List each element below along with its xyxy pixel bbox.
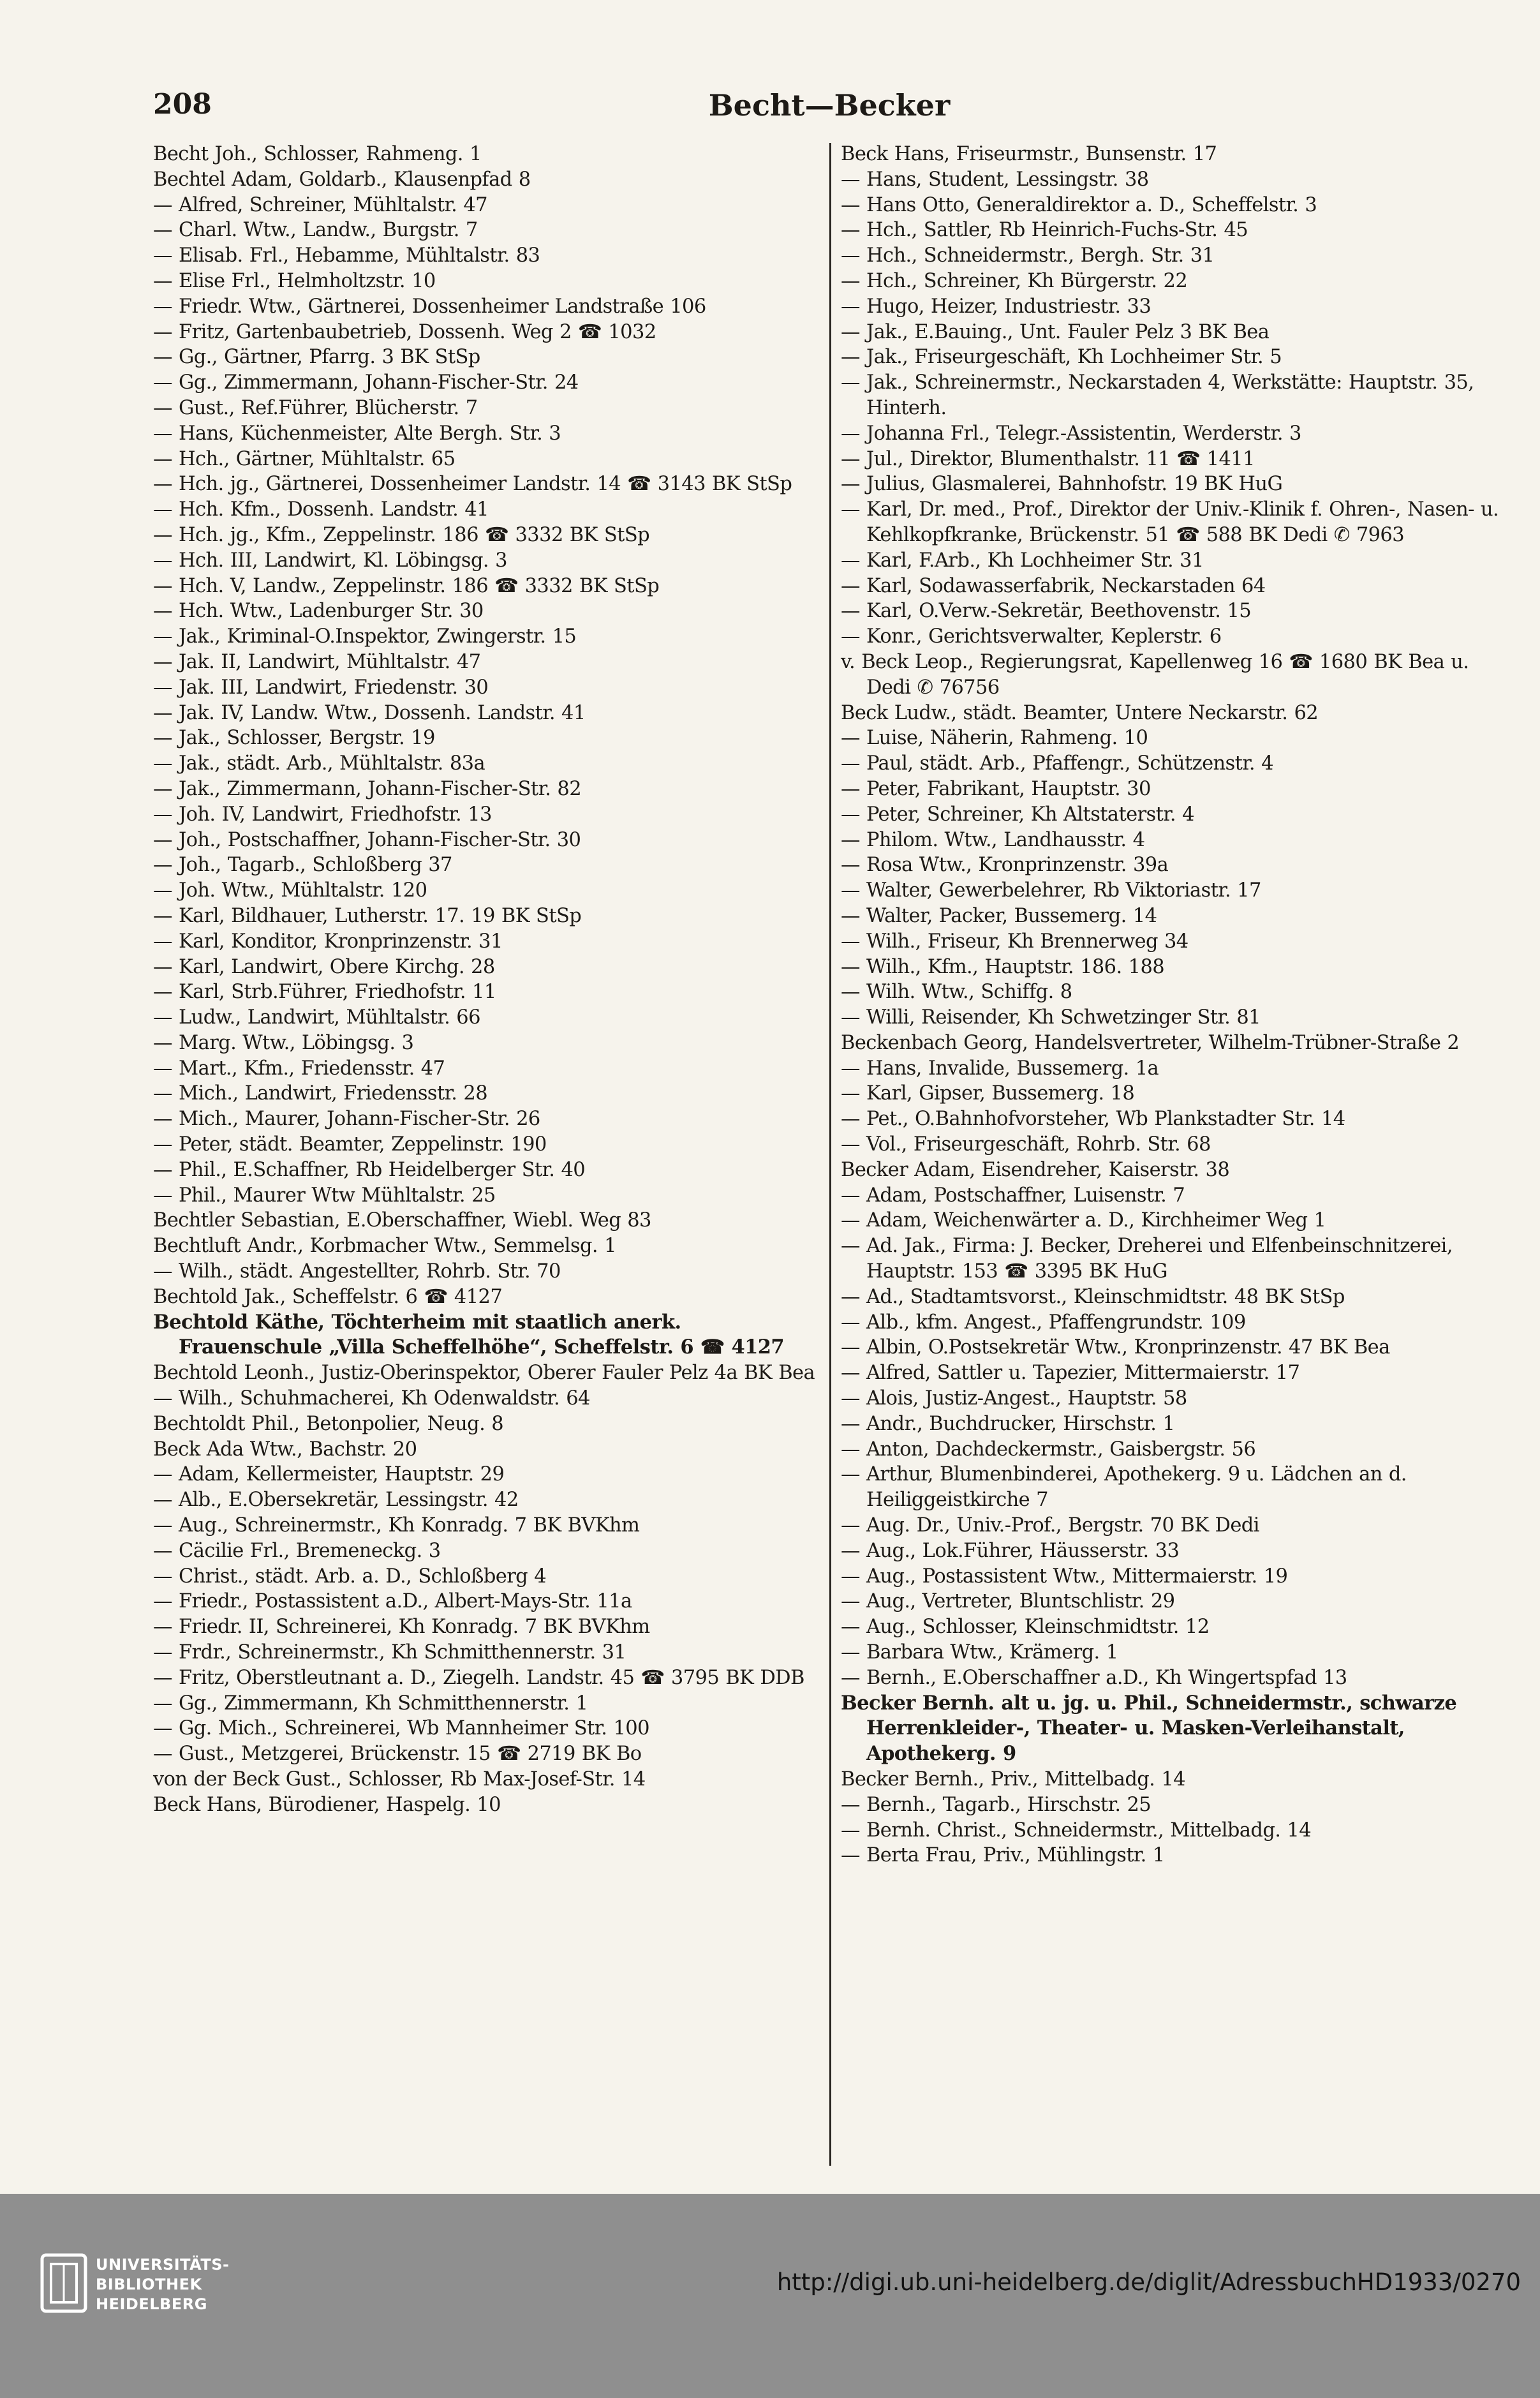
directory-entry: — Adam, Kellermeister, Hauptstr. 29 [153, 1463, 505, 1486]
directory-entry: — Joh. IV, Landwirt, Friedhofstr. 13 [153, 803, 492, 826]
directory-entry: — Friedr. II, Schreinerei, Kh Konradg. 7 BK BVKhm [153, 1616, 650, 1639]
directory-entry: — Wilh., städt. Angestellter, Rohrb. Str. 70 [153, 1260, 561, 1283]
directory-entry: — Hch., Schreiner, Kh Bürgerstr. 22 [841, 269, 1188, 292]
directory-entry: — Bernh., Tagarb., Hirschstr. 25 [841, 1793, 1151, 1816]
directory-entry: — Mich., Landwirt, Friedensstr. 28 [153, 1082, 488, 1105]
directory-entry: — Phil., E.Schaffner, Rb Heidelberger Str. 40 [153, 1158, 586, 1181]
directory-entry: — Arthur, Blumenbinderei, Apothekerg. 9 u. Lädchen an d. Heiliggeistkirche 7 [841, 1463, 1407, 1512]
directory-entry: — Bernh., E.Oberschaffner a.D., Kh Wingertspfad 13 [841, 1666, 1347, 1689]
directory-entry: — Hans, Küchenmeister, Alte Bergh. Str. 3 [153, 422, 561, 445]
directory-entry: — Jak. III, Landwirt, Friedenstr. 30 [153, 676, 489, 699]
directory-entry: — Walter, Packer, Bussemerg. 14 [841, 904, 1157, 927]
right-column [841, 142, 1517, 1868]
directory-entry: Beck Hans, Bürodiener, Haspelg. 10 [153, 1793, 501, 1816]
directory-entry: — Fritz, Gartenbaubetrieb, Dossenh. Weg 2 ☎ 1032 [153, 320, 656, 343]
directory-entry: — Paul, städt. Arb., Pfaffengr., Schützenstr. 4 [841, 752, 1273, 775]
directory-entry: — Aug. Dr., Univ.-Prof., Bergstr. 70 BK Dedi [841, 1514, 1259, 1537]
column-divider [829, 143, 831, 2166]
directory-entry: — Hch. Kfm., Dossenh. Landstr. 41 [153, 498, 489, 521]
directory-entry: — Alfred, Sattler u. Tapezier, Mittermaierstr. 17 [841, 1362, 1300, 1385]
directory-entry: — Gg., Zimmermann, Johann-Fischer-Str. 24 [153, 371, 579, 394]
directory-entry: — Konr., Gerichtsverwalter, Keplerstr. 6 [841, 625, 1222, 648]
directory-entry: — Gg., Zimmermann, Kh Schmitthennerstr. 1 [153, 1692, 588, 1715]
directory-entry: von der Beck Gust., Schlosser, Rb Max-Josef-Str. 14 [153, 1768, 646, 1791]
directory-entry: — Philom. Wtw., Landhausstr. 4 [841, 828, 1145, 851]
directory-entry: — Julius, Glasmalerei, Bahnhofstr. 19 BK HuG [841, 473, 1283, 496]
directory-entry: — Aug., Lok.Führer, Häusserstr. 33 [841, 1539, 1180, 1562]
logo-line: BIBLIOTHEK [96, 2275, 202, 2293]
directory-entry: — Friedr., Postassistent a.D., Albert-Mays-Str. 11a [153, 1590, 632, 1613]
directory-entry: — Jak., Schlosser, Bergstr. 19 [153, 727, 435, 750]
directory-entry: — Elisab. Frl., Hebamme, Mühltalstr. 83 [153, 244, 540, 267]
directory-entry: — Mart., Kfm., Friedensstr. 47 [153, 1057, 445, 1080]
directory-entry: — Jak., Kriminal-O.Inspektor, Zwingerstr. 15 [153, 625, 577, 648]
directory-entry: — Anton, Dachdeckermstr., Gaisbergstr. 56 [841, 1438, 1256, 1461]
directory-entry: — Alb., E.Obersekretär, Lessingstr. 42 [153, 1489, 519, 1512]
directory-entry: — Mich., Maurer, Johann-Fischer-Str. 26 [153, 1108, 540, 1131]
directory-entry: Bechtold Leonh., Justiz-Oberinspektor, Oberer Fauler Pelz 4a BK Bea [153, 1362, 815, 1385]
directory-entry: — Hans, Student, Lessingstr. 38 [841, 168, 1149, 191]
directory-entry: — Aug., Schlosser, Kleinschmidtstr. 12 [841, 1616, 1210, 1639]
directory-entry: — Karl, Landwirt, Obere Kirchg. 28 [153, 955, 495, 978]
directory-entry: — Berta Frau, Priv., Mühlingstr. 1 [841, 1844, 1165, 1867]
directory-entry: v. Beck Leop., Regierungsrat, Kapellenweg 16 ☎ 1680 BK Bea u. Dedi ✆ 76756 [841, 650, 1469, 699]
directory-entry: — Walter, Gewerbelehrer, Rb Viktoriastr. 17 [841, 879, 1261, 902]
library-logo-text [96, 2255, 230, 2314]
directory-entry: Beck Ludw., städt. Beamter, Untere Neckarstr. 62 [841, 701, 1319, 724]
directory-entry: — Peter, Schreiner, Kh Altstaterstr. 4 [841, 803, 1194, 826]
directory-entry: — Rosa Wtw., Kronprinzenstr. 39a [841, 854, 1169, 877]
directory-entry: — Wilh., Schuhmacherei, Kh Odenwaldstr. 64 [153, 1387, 590, 1410]
directory-entry: Becker Bernh. alt u. jg. u. Phil., Schneidermstr., schwarze Herrenkleider-, Theater- u. Masken-Verleihanstalt, Apothekerg. 9 [841, 1691, 1457, 1766]
directory-entry: Becht Joh., Schlosser, Rahmeng. 1 [153, 143, 482, 165]
page-header [153, 88, 1506, 126]
directory-entry: — Karl, Gipser, Bussemerg. 18 [841, 1082, 1135, 1105]
directory-entry: — Phil., Maurer Wtw Mühltalstr. 25 [153, 1184, 496, 1207]
directory-entry: — Bernh. Christ., Schneidermstr., Mittelbadg. 14 [841, 1819, 1312, 1842]
directory-entry: — Alb., kfm. Angest., Pfaffengrundstr. 109 [841, 1311, 1246, 1334]
directory-entry: — Aug., Vertreter, Bluntschlistr. 29 [841, 1590, 1175, 1613]
directory-entry: — Charl. Wtw., Landw., Burgstr. 7 [153, 219, 478, 242]
directory-entry: — Christ., städt. Arb. a. D., Schloßberg 4 [153, 1565, 547, 1588]
directory-entry: — Joh., Tagarb., Schloßberg 37 [153, 854, 452, 877]
directory-entry: — Jak., städt. Arb., Mühltalstr. 83a [153, 752, 485, 775]
directory-entry: — Karl, O.Verw.-Sekretär, Beethovenstr. 15 [841, 600, 1252, 623]
directory-entry: — Wilh. Wtw., Schiffg. 8 [841, 981, 1072, 1004]
directory-entry: — Adam, Postschaffner, Luisenstr. 7 [841, 1184, 1185, 1207]
source-url-link[interactable]: http://digi.ub.uni-heidelberg.de/diglit/AdressbuchHD1933/0270 [776, 2268, 1521, 2296]
directory-entry: Bechtold Jak., Scheffelstr. 6 ☎ 4127 [153, 1285, 503, 1308]
directory-entry: — Jak., Zimmermann, Johann-Fischer-Str. 82 [153, 777, 581, 800]
directory-entry: — Jak., Schreinermstr., Neckarstaden 4, Werkstätte: Hauptstr. 35, Hinterh. [841, 371, 1474, 419]
directory-entry: — Jak., E.Bauing., Unt. Fauler Pelz 3 BK Bea [841, 320, 1270, 343]
directory-entry: Beck Hans, Friseurmstr., Bunsenstr. 17 [841, 143, 1217, 165]
directory-entry: — Jak. IV, Landw. Wtw., Dossenh. Landstr. 41 [153, 701, 586, 724]
directory-entry: — Jak. II, Landwirt, Mühltalstr. 47 [153, 650, 481, 673]
directory-entry: — Fritz, Oberstleutnant a. D., Ziegelh. Landstr. 45 ☎ 3795 BK DDB [153, 1666, 804, 1689]
directory-entry: — Andr., Buchdrucker, Hirschstr. 1 [841, 1412, 1175, 1435]
directory-entry: — Hch. V, Landw., Zeppelinstr. 186 ☎ 3332 BK StSp [153, 574, 660, 597]
directory-entry: — Wilh., Kfm., Hauptstr. 186. 188 [841, 955, 1165, 978]
directory-entry: — Barbara Wtw., Krämerg. 1 [841, 1641, 1118, 1664]
directory-entry: Becker Bernh., Priv., Mittelbadg. 14 [841, 1768, 1185, 1791]
directory-entry: — Friedr. Wtw., Gärtnerei, Dossenheimer Landstraße 106 [153, 295, 706, 318]
directory-entry: — Karl, Strb.Führer, Friedhofstr. 11 [153, 981, 496, 1004]
directory-entry: Beck Ada Wtw., Bachstr. 20 [153, 1438, 417, 1461]
directory-entry: — Adam, Weichenwärter a. D., Kirchheimer Weg 1 [841, 1209, 1326, 1232]
directory-entry: — Joh. Wtw., Mühltalstr. 120 [153, 879, 427, 902]
directory-entry: — Gust., Ref.Führer, Blücherstr. 7 [153, 396, 478, 419]
directory-entry: Bechtluft Andr., Korbmacher Wtw., Semmelsg. 1 [153, 1235, 616, 1258]
directory-entry: — Jul., Direktor, Blumenthalstr. 11 ☎ 1411 [841, 447, 1255, 470]
directory-entry: — Hch. jg., Kfm., Zeppelinstr. 186 ☎ 3332 BK StSp [153, 523, 650, 546]
directory-entry: — Hch. jg., Gärtnerei, Dossenheimer Landstr. 14 ☎ 3143 BK StSp [153, 473, 792, 496]
directory-entry: Bechtler Sebastian, E.Oberschaffner, Wiebl. Weg 83 [153, 1209, 651, 1232]
directory-entry: — Joh., Postschaffner, Johann-Fischer-Str. 30 [153, 828, 581, 851]
directory-entry: — Karl, Dr. med., Prof., Direktor der Univ.-Klinik f. Ohren-, Nasen- u. Kehlkopfkranke, Brückenstr. 51 ☎ 588 BK Dedi ✆ 7963 [841, 498, 1499, 546]
viewer-footer [0, 2194, 1540, 2398]
directory-entry: — Karl, Sodawasserfabrik, Neckarstaden 64 [841, 574, 1266, 597]
directory-entry: — Alois, Justiz-Angest., Hauptstr. 58 [841, 1387, 1187, 1410]
directory-entry: Bechtoldt Phil., Betonpolier, Neug. 8 [153, 1412, 504, 1435]
directory-entry: — Johanna Frl., Telegr.-Assistentin, Werderstr. 3 [841, 422, 1301, 445]
directory-entry: — Cäcilie Frl., Bremeneckg. 3 [153, 1539, 441, 1562]
directory-entry: — Gg., Gärtner, Pfarrg. 3 BK StSp [153, 346, 480, 369]
directory-entry: — Hch. III, Landwirt, Kl. Löbingsg. 3 [153, 549, 507, 572]
directory-entry: — Gust., Metzgerei, Brückenstr. 15 ☎ 2719 BK Bo [153, 1743, 642, 1766]
directory-entry: — Ad. Jak., Firma: J. Becker, Dreherei und Elfenbeinschnitzerei, Hauptstr. 153 ☎ 3395 BK HuG [841, 1235, 1453, 1283]
directory-entry: Becker Adam, Eisendreher, Kaiserstr. 38 [841, 1158, 1230, 1181]
directory-entry: — Elise Frl., Helmholtzstr. 10 [153, 269, 436, 292]
directory-entry: — Alfred, Schreiner, Mühltalstr. 47 [153, 193, 487, 216]
directory-entry: — Hch., Schneidermstr., Bergh. Str. 31 [841, 244, 1215, 267]
directory-entry: — Hugo, Heizer, Industriestr. 33 [841, 295, 1151, 318]
directory-entry: — Ludw., Landwirt, Mühltalstr. 66 [153, 1006, 480, 1029]
directory-entry: — Karl, Konditor, Kronprinzenstr. 31 [153, 930, 503, 953]
directory-entry: — Jak., Friseurgeschäft, Kh Lochheimer Str. 5 [841, 346, 1282, 369]
directory-entry: — Hans Otto, Generaldirektor a. D., Scheffelstr. 3 [841, 193, 1317, 216]
logo-line: UNIVERSITÄTS- [96, 2256, 230, 2274]
directory-entry: — Karl, F.Arb., Kh Lochheimer Str. 31 [841, 549, 1204, 572]
directory-entry: — Peter, Fabrikant, Hauptstr. 30 [841, 777, 1151, 800]
left-column [153, 142, 824, 1818]
directory-entry: — Pet., O.Bahnhofvorsteher, Wb Plankstadter Str. 14 [841, 1108, 1345, 1131]
directory-entry: Bechtel Adam, Goldarb., Klausenpfad 8 [153, 168, 531, 191]
directory-entry: — Albin, O.Postsekretär Wtw., Kronprinzenstr. 47 BK Bea [841, 1336, 1390, 1359]
directory-entry: — Hch., Gärtner, Mühltalstr. 65 [153, 447, 455, 470]
directory-entry: Bechtold Käthe, Töchterheim mit staatlich anerk. Frauenschule „Villa Scheffelhöhe“, Scheffelstr. 6 ☎ 4127 [153, 1310, 784, 1359]
directory-entry: — Karl, Bildhauer, Lutherstr. 17. 19 BK StSp [153, 904, 582, 927]
directory-entry: Beckenbach Georg, Handelsvertreter, Wilhelm-Trübner-Straße 2 [841, 1031, 1460, 1054]
directory-entry: — Marg. Wtw., Löbingsg. 3 [153, 1031, 414, 1054]
directory-entry: — Ad., Stadtamtsvorst., Kleinschmidtstr. 48 BK StSp [841, 1285, 1345, 1308]
directory-entry: — Willi, Reisender, Kh Schwetzinger Str. 81 [841, 1006, 1261, 1029]
directory-entry: — Frdr., Schreinermstr., Kh Schmitthennerstr. 31 [153, 1641, 626, 1664]
directory-entry: — Gg. Mich., Schreinerei, Wb Mannheimer Str. 100 [153, 1717, 649, 1740]
directory-entry: — Aug., Postassistent Wtw., Mittermaierstr. 19 [841, 1565, 1288, 1588]
logo-line: HEIDELBERG [96, 2295, 207, 2313]
directory-entry: — Hch. Wtw., Ladenburger Str. 30 [153, 600, 484, 623]
directory-entry: — Luise, Näherin, Rahmeng. 10 [841, 727, 1148, 750]
running-head: Becht—Becker [708, 88, 951, 123]
directory-entry: — Aug., Schreinermstr., Kh Konradg. 7 BK BVKhm [153, 1514, 640, 1537]
directory-entry: — Vol., Friseurgeschäft, Rohrb. Str. 68 [841, 1133, 1211, 1156]
directory-entry: — Peter, städt. Beamter, Zeppelinstr. 190 [153, 1133, 547, 1156]
directory-entry: — Hans, Invalide, Bussemerg. 1a [841, 1057, 1159, 1080]
directory-entry: — Wilh., Friseur, Kh Brennerweg 34 [841, 930, 1188, 953]
page-number: 208 [153, 88, 212, 121]
directory-entry: — Hch., Sattler, Rb Heinrich-Fuchs-Str. 45 [841, 219, 1248, 242]
university-seal-icon [40, 2253, 88, 2314]
